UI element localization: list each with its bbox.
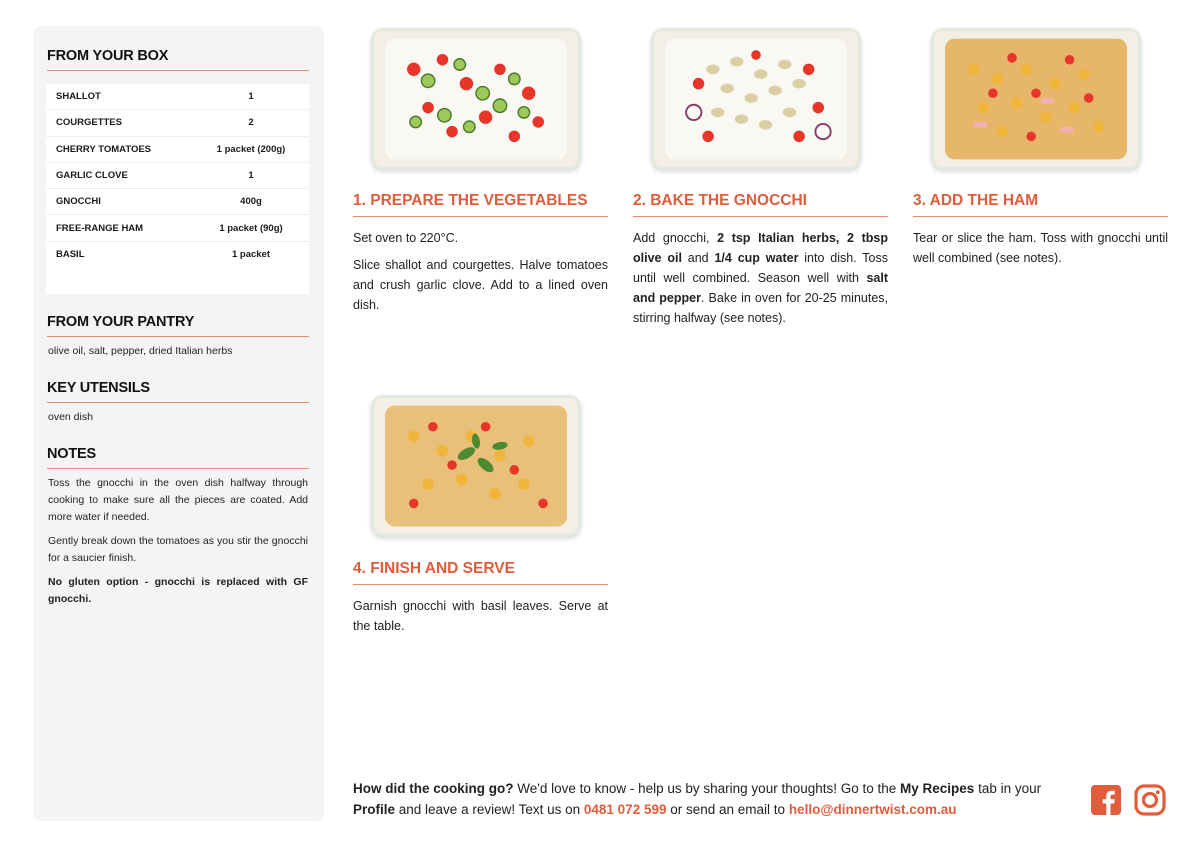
ingredient-name: FREE-RANGE HAM — [56, 222, 144, 234]
step-1-line-1: Set oven to 220°C. — [353, 231, 459, 245]
step-1-body — [353, 228, 608, 322]
instagram-icon[interactable] — [1134, 784, 1166, 816]
step-2-title: 2. BAKE THE GNOCCHI — [633, 192, 888, 217]
footer-text-2: tab in your — [974, 781, 1042, 796]
step-1-title: 1. PREPARE THE VEGETABLES — [353, 192, 608, 217]
ingredient-qty: 2 — [248, 117, 254, 129]
step-4-title: 4. FINISH AND SERVE — [353, 560, 608, 585]
footer-text-4: or send an email to — [666, 802, 789, 817]
phone-link[interactable]: 0481 072 599 — [583, 802, 667, 817]
note-gluten-option: No gluten option - gnocchi is replaced with GF gnocchi. — [48, 576, 308, 605]
ingredient-name: COURGETTES — [56, 117, 122, 129]
utensils-text: oven dish — [48, 411, 93, 423]
ingredient-name: CHERRY TOMATOES — [56, 143, 152, 155]
step-2-bold-3: salt and pepper — [633, 271, 888, 305]
ingredient-name: BASIL — [56, 249, 85, 261]
ingredient-qty: 1 packet (90g) — [219, 222, 283, 234]
step-1-photo — [371, 28, 581, 170]
ingredient-qty: 1 packet (200g) — [216, 143, 286, 155]
note-paragraph: Gently break down the tomatoes as you stir the gnocchi for a saucier finish. — [48, 535, 308, 564]
step-2-text-4: . Bake in oven for 20-25 minutes, stirring halfway (see notes). — [633, 291, 889, 325]
feedback-footer — [353, 778, 1073, 820]
key-utensils-heading: KEY UTENSILS — [47, 380, 309, 403]
table-row — [46, 189, 309, 215]
table-row — [46, 110, 309, 136]
tray-ham-image — [934, 31, 1138, 167]
notes-text — [48, 475, 308, 615]
my-recipes-link[interactable]: My Recipes — [900, 781, 975, 796]
ingredients-table — [46, 84, 309, 294]
step-2-text-2: and — [681, 251, 715, 265]
notes-heading: NOTES — [47, 446, 309, 469]
ingredient-name: SHALLOT — [56, 91, 101, 103]
ingredient-qty: 1 — [248, 170, 254, 182]
ingredient-name: GARLIC CLOVE — [56, 170, 128, 182]
ingredient-qty: 400g — [240, 196, 262, 208]
table-row — [46, 163, 309, 189]
step-2-text-3: into dish. Toss until well combined. Season well with — [633, 251, 889, 285]
ingredient-name: GNOCCHI — [56, 196, 101, 208]
step-2-bold-2: 1/4 cup water — [714, 251, 799, 265]
step-2-photo — [651, 28, 861, 170]
footer-text-1: We'd love to know - help us by sharing your thoughts! Go to the — [513, 781, 901, 796]
table-row — [46, 137, 309, 163]
footer-question: How did the cooking go? — [353, 781, 514, 796]
tray-gnocchi-image — [654, 31, 858, 167]
footer-text-3: and leave a review! Text us on — [395, 802, 584, 817]
table-row — [46, 242, 309, 268]
ingredient-qty: 1 packet — [231, 249, 271, 261]
step-1-line-2: Slice shallot and courgettes. Halve tomatoes and crush garlic clove. Add to a lined oven dish. — [353, 258, 608, 312]
ingredients-sidebar — [33, 26, 324, 821]
from-your-pantry-heading: FROM YOUR PANTRY — [47, 314, 309, 337]
step-3-title: 3. ADD THE HAM — [913, 192, 1168, 217]
table-row — [46, 215, 309, 241]
step-4-line-1: Garnish gnocchi with basil leaves. Serve at the table. — [353, 599, 608, 633]
pantry-text: olive oil, salt, pepper, dried Italian herbs — [48, 345, 233, 357]
step-2-body — [633, 228, 888, 335]
tray-vegetables-image — [374, 31, 578, 167]
step-3-photo — [931, 28, 1141, 170]
profile-link[interactable]: Profile — [353, 802, 396, 817]
table-row — [46, 84, 309, 110]
tray-finished-image — [374, 398, 578, 534]
email-link[interactable]: hello@dinnertwist.com.au — [788, 802, 957, 817]
from-your-box-heading: FROM YOUR BOX — [47, 48, 309, 71]
facebook-icon[interactable] — [1090, 784, 1122, 816]
step-4-photo — [371, 395, 581, 537]
step-2-text-1: Add gnocchi, — [633, 231, 718, 245]
ingredient-qty: 1 — [248, 91, 254, 103]
step-3-line-1: Tear or slice the ham. Toss with gnocchi until well combined (see notes). — [913, 231, 1168, 265]
step-3-body — [913, 228, 1168, 275]
note-paragraph: Toss the gnocchi in the oven dish halfway through cooking to make sure all the pieces are coated. Add more water if needed. — [48, 477, 308, 523]
step-2-bold-1: 2 tsp Italian herbs, 2 tbsp olive oil — [633, 231, 888, 265]
step-4-body — [353, 596, 608, 643]
